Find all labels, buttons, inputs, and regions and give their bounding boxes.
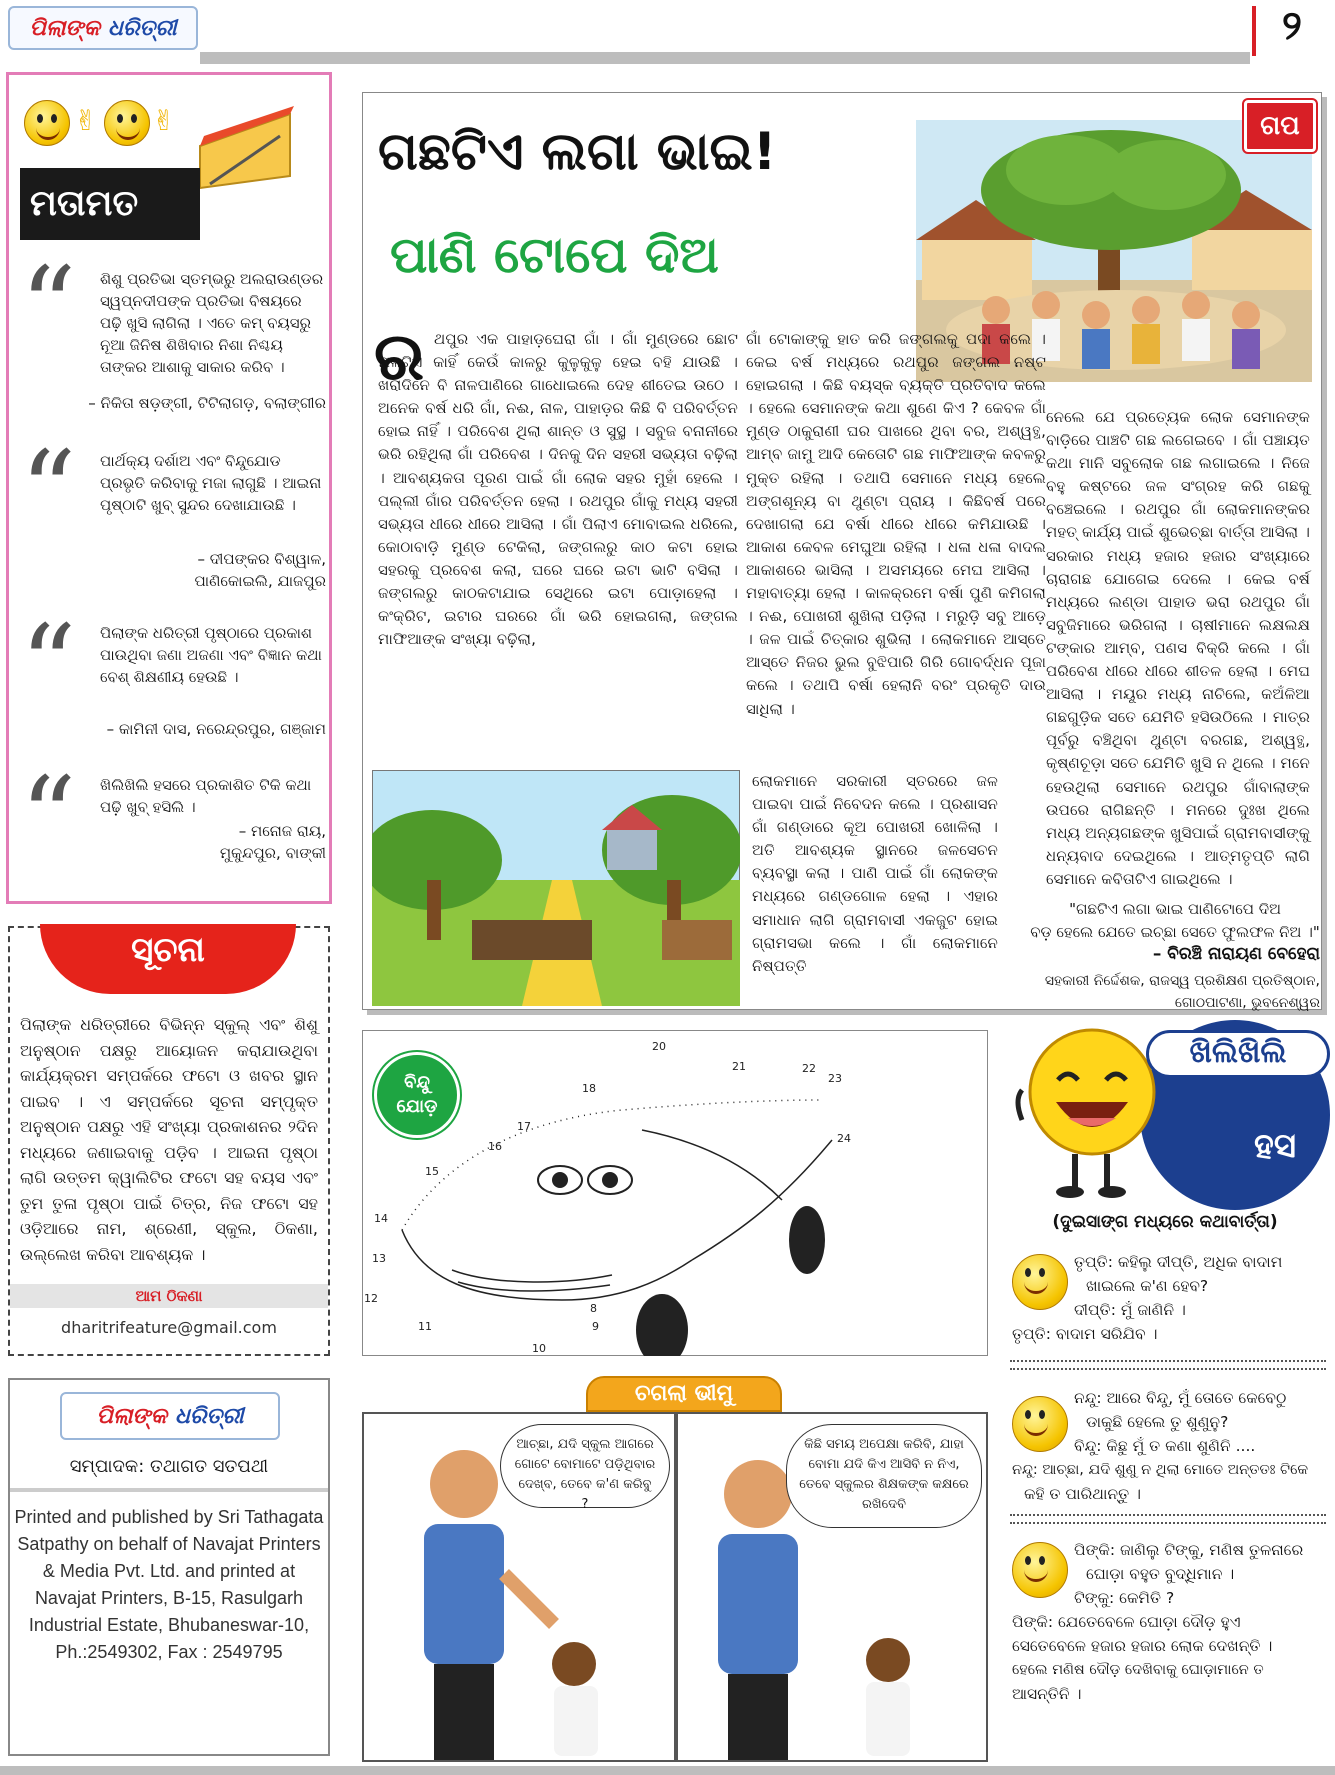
laugh-subtitle: (ଦୁଇସାଙ୍ଗ ମଧ୍ୟରେ କଥାବାର୍ତ୍ତା) [1052, 1212, 1278, 1232]
contact-email[interactable]: dharitrifeature@gmail.com [61, 1318, 277, 1337]
joke-line: ଡାକୁଛି ହେଲେ ତୁ ଶୁଣୁନୁ? [1086, 1413, 1229, 1431]
page-number: ୨ [1282, 2, 1302, 49]
opinion-text: ଶିଶୁ ପ୍ରତିଭା ସ୍ତମ୍ଭରୁ ଅଲରାଉଣ୍ଡର ସ୍ୱପ୍ନଦୀପଙ୍କ ପ୍ରତିଭା ବିଷୟରେ ପଢ଼ି ଖୁସି ଲାଗିଲା । ଏତେ କମ୍ ବୟସରୁ ନୂଆ ଜିନିଷ ଶିଖିବାର ନିଶା ନିଶ୍ଚୟ ତାଙ୍କର ଆଶାକୁ ସାକାର କରିବ । [100, 270, 324, 376]
imprint-logo [60, 1392, 280, 1440]
joke-line: ଘୋଡ଼ା ବହୁତ ବୁଦ୍ଧିମାନ । [1086, 1565, 1235, 1583]
story-column-2-continued: ଲୋକମାନେ ସରକାରୀ ସ୍ତରରେ ଜଳ ପାଇବା ପାଇଁ ନିବେଦନ କଲେ । ପ୍ରଶାସନ ଗାଁ ଗଣ୍ଡାରେ କୂଅ ପୋଖରୀ ଖୋଳିଲା । ଅତି ଆବଶ୍ୟକ ସ୍ଥାନରେ ଜଳସେଚନ ବ୍ୟବସ୍ଥା କଲା । ପାଣି ପାଇଁ ଗାଁ ଲୋକଙ୍କ ମଧ୍ୟରେ ଗଣ୍ଡଗୋଳ ହେଲା । ଏହାର ସମାଧାନ ଲାଗି ଗ୍ରାମବାସୀ ଏକଜୁଟ ହୋଇ ଗ୍ରାମସଭା କଲେ । ଗାଁ ଲୋକମାନେ ନିଷ୍ପତ୍ତି [752, 772, 998, 975]
winking-face-icon [1012, 1396, 1068, 1452]
joke-line: ନନ୍ଦୁ: ଆରେ ବିନ୍ଦୁ, ମୁଁ ତୋତେ କେବେଠୁ [1074, 1389, 1287, 1407]
joke-line: ହେଲେ ମଣିଷ ଦୌଡ଼ ଦେଖିବାକୁ ଘୋଡ଼ାମାନେ ତ [1012, 1662, 1264, 1678]
joke-line: ସେତେବେଳେ ହଜାର ହଜାର ଲୋକ ଦେଖନ୍ତି । [1012, 1637, 1273, 1655]
joke-item [1074, 1386, 1326, 1458]
story-column-2: ଗାଁ ଟୋକାଙ୍କୁ ହାତ କରି ଜଙ୍ଗଲକୁ ପଦା କଲେ । କେଇ ବର୍ଷ ମଧ୍ୟରେ ରଥପୁର ଜଙ୍ଗଲ ନଷ୍ଟ ହୋଇଗଲା । କିଛି ବୟସ୍କ ବ୍ୟକ୍ତି ପ୍ରତିବାଦ କଲେ । ହେଲେ ସେମାନଙ୍କ କଥା ଶୁଣେ କିଏ ? କେବଳ ଗାଁ ମୁଣ୍ଡ ଠାକୁରାଣୀ ଘର ପାଖରେ ଥିବା ବର, ଅଶ୍ୱତ୍ଥ, ଆମ୍ବ ଜାମୁ ଆଦି କେତୋଟି ଗଛ ମାଫିଆଙ୍କ କବଳରୁ ମୁକ୍ତ ରହିଲା । ତଥାପି ସେମାନେ ମଧ୍ୟ ହେଲେ ଅଙ୍ଗଶୂନ୍ୟ ବା ଥୁଣ୍ଟା ପ୍ରାୟ । କିଛିବର୍ଷ ପରେ ଦେଖାଗଲା ଯେ ବର୍ଷା ଧୀରେ ଧୀରେ କମିଯାଉଛି । ଆକାଶ କେବଳ ମେଘୁଆ ରହିଲା । ଧଳା ଧଳା ବାଦଲ ଆକାଶରେ ଭାସିଲା । ଅସମୟରେ ମେଘ ଆସିଲା । ମହାବାତ୍ୟା ହେଲା । କାଳକ୍ରମେ ବର୍ଷା ପୁଣି କମିଗଲା । ନଈ, ପୋଖରୀ ଶୁଖିଲା ପଡ଼ିଲା । ମରୁଡ଼ି ସବୁ ଆଡ଼େ । ଜଳ ପାଇଁ ଚିତ୍କାର ଶୁଭିଲା । ଲୋକମାନେ ଆସ୍ତେ ଆସ୍ତେ ନିଜର ଭୁଲ ବୁଝିପାରି ଗିରି ଗୋବର୍ଦ୍ଧନ ପୂଜା କଲେ । ତଥାପି ବର୍ଷା ହେଲାନି ବରଂ ପ୍ରକୃତି ଦାଉ ସାଧିଲା । [746, 330, 1046, 718]
victory-hand-icon: ✌ [74, 104, 98, 137]
notice-title: ସୂଚନା [131, 930, 205, 970]
story-column-3: ନେଲେ ଯେ ପ୍ରତ୍ୟେକ ଲୋକ ସେମାନଙ୍କ ବାଡ଼ିରେ ପାଞ୍ଚଟି ଗଛ ଲଗେଇବେ । ଗାଁ ପଞ୍ଚାୟତ କଥା ମାନି ସବୁଲୋକ ଗଛ ଲଗାଇଲେ । ନିଜେ ବହୁ କଷ୍ଟରେ ଜଳ ସଂଗ୍ରହ କରି ଗଛକୁ ବଞ୍ଚେଇଲେ । ରଥପୁର ଗାଁ ଲୋକମାନଙ୍କର ମହତ୍ କାର୍ଯ୍ୟ ପାଇଁ ଶୁଭେଚ୍ଛା ବାର୍ତ୍ତା ଆସିଲା । ସରକାର ମଧ୍ୟ ହଜାର ହଜାର ସଂଖ୍ୟାରେ ଚାରାଗଛ ଯୋଗେଇ ଦେଲେ । କେଇ ବର୍ଷ ମଧ୍ୟରେ ଲଣ୍ଡା ପାହାଡ ଭରା ରଥପୁର ଗାଁ ସବୁଜିମାରେ ଭରିଗଲା । ଚାଷୀମାନେ ଲକ୍ଷଲକ୍ଷ ଟଙ୍କାର ଆମ୍ବ, ପଣସ ବିକ୍ରି କଲେ । ଗାଁ ପରିବେଶ ଧୀରେ ଧୀରେ ଶୀତଳ ହେଲା । ମେଘ ଆସିଲା । ମୟୂର ମଧ୍ୟ ନାଚିଲେ, କଅଁଳିଆ ଗଛଗୁଡ଼ିକ ସତେ ଯେମିତି ହସିଉଠିଲେ । ମାତ୍ର ପୂର୍ବରୁ ବଞ୍ଚିଥିବା ଥୁଣ୍ଟା ବରଗଛ, ଅଶ୍ୱତ୍ଥ, କୃଷ୍ଣଚୂଡ଼ା ସତେ ଯେମିତି ଖୁସି ନ ଥିଲେ । ମନେ ହେଉଥିଲା ସେମାନେ ରଥପୁର ଗାଁବାଲାଙ୍କ ଉପରେ ରାଗିଛନ୍ତି । ମନରେ ଦୁଃଖ ଥିଲେ ମଧ୍ୟ ଅନ୍ୟଗଛଙ୍କ ଖୁସିପାଇଁ ଗ୍ରାମବାସୀଙ୍କୁ ଧନ୍ୟବାଦ ଦେଇଥିଲେ । ଆତ୍ମତୃପ୍ତି ଲାଗି ସେମାନେ କବିତାଟିଏ ଗାଇଥିଲେ । [1046, 408, 1310, 888]
dot-label: 24 [837, 1132, 851, 1145]
dot-label: 13 [372, 1252, 386, 1265]
divider [10, 1488, 328, 1492]
story-poem [1030, 898, 1320, 944]
editor-line: ସମ୍ପାଦକ: ତଥାଗତ ସତପଥୀ [69, 1456, 269, 1477]
logo-part-1: ପିଲାଙ୍କ [96, 1403, 167, 1429]
dot-label: 17 [517, 1120, 531, 1133]
address-label: ଆମ ଠିକଣା [10, 1284, 328, 1308]
dot-label: 21 [732, 1060, 746, 1073]
story-column-1: ଥପୁର ଏକ ପାହାଡ଼ଘେରା ଗାଁ । ଗାଁ ମୁଣ୍ଡରେ ଛୋଟ ନାଳଟିଏ କାହିଁ କେଉଁ କାଳରୁ କୁଳୁକୁଳୁ ହେଇ ବହି ଯାଉଛି । ଖରାଦିନେ ବି ନାଳପାଣିରେ ଗାଧୋଇଲେ ଦେହ ଶୀତେଇ ଉଠେ । ଅନେକ ବର୍ଷ ଧରି ଗାଁ, ନଈ, ନାଳ, ପାହାଡ଼ର କିଛି ବି ପରିବର୍ତ୍ତନ ହୋଇ ନାହିଁ । ପରିବେଶ ଥିଲା ଶାନ୍ତ ଓ ସୁସ୍ଥ । ସବୁଜ ବନାନୀରେ ଭରି ରହିଥିଲା ଗାଁ ପରିବେଶ । ଦିନକୁ ଦିନ ସହରୀ ସଭ୍ୟତା ବଢ଼ିଲା । ଆବଶ୍ୟକତା ପୂରଣ ପାଇଁ ଗାଁ ଲୋକ ସହର ମୁହାଁ ହେଲେ । ପଲ୍ଲୀ ଗାଁର ପରିବର୍ତ୍ତନ ହେଲା । ରଥପୁର ଗାଁକୁ ମଧ୍ୟ ସହରୀ ସଭ୍ୟତା ଧୀରେ ଧୀରେ ଆସିଲା । ଗାଁ ପିଲାଏ ମୋବାଇଲ ଧରିଲେ, କୋଠାବାଡ଼ି ମୁଣ୍ଡ ଟେକିଲା, ଜଙ୍ଗଲରୁ କାଠ କଟା ହୋଇ ସହରକୁ ପ୍ରବେଶ କଲା, ଘରେ ଘରେ ଇଟା ଭାଟି ବସିଲା । ଜଙ୍ଗଲରୁ କାଠକଟାଯାଇ ସେଥିରେ ଇଟା ପୋଡ଼ାହେଲା । କଂକ୍ରିଟ, ଇଟାର ଘରରେ ଗାଁ ଭରି ହୋଇଗଲା, ଜଙ୍ଗଲ ମାଫିଆଙ୍କ ସଂଖ୍ୟା ବଢ଼ିଲା, [378, 330, 738, 649]
dot-label: 15 [425, 1165, 439, 1178]
quote-mark-icon: “ [20, 427, 77, 555]
joke-item [1012, 1458, 1326, 1506]
joke-item [1074, 1538, 1326, 1610]
story-author-role: ସହକାରୀ ନିର୍ଦ୍ଦେଶକ, ରାଜସ୍ୱ ପ୍ରଶିକ୍ଷଣ ପ୍ରତିଷ୍ଠାନ, ଗୋଠପାଟଣା, ଭୁବନେଶ୍ୱର [1044, 973, 1320, 1011]
joke-line: ଟିଙ୍କୁ: କେମିତି ? [1074, 1589, 1175, 1607]
drop-cap: ର [374, 318, 425, 395]
winking-face-icon [1012, 1542, 1068, 1598]
opinion-author: – ଦୀପଙ୍କର ବିଶ୍ୱାଳ, ପାଣିକୋଇଲି, ଯାଜପୁର [194, 550, 326, 590]
joke-line: ପିଙ୍କି: ଯେତେବେଳେ ଘୋଡ଼ା ଦୌଡ଼ ହୁଏ [1012, 1613, 1241, 1631]
dot-label: 12 [364, 1292, 378, 1305]
masthead [0, 0, 1335, 60]
badge-line: ବିନ୍ଦୁ [404, 1072, 430, 1093]
dot-label: 23 [828, 1072, 842, 1085]
joke-item [1012, 1322, 1326, 1346]
logo-part-2: ଧରିତ୍ରୀ [107, 15, 177, 41]
notice-body: ପିଲାଙ୍କ ଧରିତ୍ରୀରେ ବିଭିନ୍ନ ସ୍କୁଲ୍ ଏବଂ ଶିଶୁ ଅନୁଷ୍ଠାନ ପକ୍ଷରୁ ଆୟୋଜନ କରାଯାଉଥିବା କାର୍ଯ୍ୟକ୍ରମ ସମ୍ପର୍କରେ ଫଟୋ ଓ ଖବର ସ୍ଥାନ ପାଇବ । ଏ ସମ୍ପର୍କରେ ସୂଚନା ସମ୍ପୃକ୍ତ ଅନୁଷ୍ଠାନ ପକ୍ଷରୁ ଏହି ସଂଖ୍ୟା ପ୍ରକାଶନର ୨ଦିନ ମଧ୍ୟରେ ଜଣାଇବାକୁ ପଡ଼ିବ । ଆଇନା ପୃଷ୍ଠା ଲାଗି ଉତ୍ତମ କ୍ୱାଲିଟିର ଫଟୋ ସହ ବୟସ ଏବଂ ତୁମ ତୁଳା ପୃଷ୍ଠା ପାଇଁ ଚିତ୍ର, ନିଜ ଫଟୋ ସହ ଓଡ଼ିଆରେ ନାମ, ଶ୍ରେଣୀ, ସ୍କୁଲ, ଠିକଣା, ଉଲ୍ଲେଖ କରିବା ଆବଶ୍ୟକ । [20, 1015, 318, 1264]
laugh-title: ଖିଲିଖିଲି [1146, 1030, 1330, 1078]
dot-label: 10 [532, 1342, 546, 1355]
cheese-pen-icon [190, 96, 300, 196]
joke-line: ତୃପ୍ତି: କହିଲୁ ଦୀପ୍ତି, ଅଧିକ ବାଦାମ [1074, 1253, 1283, 1271]
opinion-author: – କାମିନୀ ଦାସ, ନରେନ୍ଦ୍ରପୁର, ଗଞ୍ଜାମ [106, 720, 326, 738]
dot-label: 11 [418, 1320, 432, 1333]
opinion-text: ପିଲାଙ୍କ ଧରିତ୍ରୀ ପୃଷ୍ଠାରେ ପ୍ରକାଶ ପାଉଥିବା ଜଣା ଅଜଣା ଏବଂ ବିଜ୍ଞାନ କଥା ବେଶ୍ ଶିକ୍ଷଣୀୟ ହେଉଛି । [100, 624, 322, 686]
joke-item [1074, 1250, 1326, 1322]
quote-mark-icon: “ [20, 601, 77, 729]
speech-bubble: କିଛି ସମୟ ଅପେକ୍ଷା କରିବି, ଯାହା ବୋମା ଯଦି କିଏ ଆସିବି ନ ନିଏ, ତେବେ ସ୍କୁଲର ଶିକ୍ଷକଙ୍କ କକ୍ଷରେ ରଖିଦେବି [786, 1424, 982, 1528]
winking-face-icon [1012, 1254, 1068, 1310]
dot-label: 18 [582, 1082, 596, 1095]
imprint-text: Printed and published by Sri Tathagata Satpathy on behalf of Navajat Printers & Media Pvt. Ltd. and printed at Navajat Printers, B-15, Rasulgarh Industrial Estate, Bhubaneswar-10, Ph.:2549302, Fax : 2549795 [14, 1507, 324, 1662]
dot-label: 8 [590, 1302, 597, 1315]
speech-bubble: ଆଚ୍ଛା, ଯଦି ସ୍କୁଲ ଆଗରେ ଗୋଟେ ବୋମାଟେ ପଡ଼ିଥିବାର ଦେଖ୍ବ, ତେବେ କ'ଣ କରିବୁ ? [500, 1424, 670, 1508]
dot-label: 16 [488, 1140, 502, 1153]
dot-label: 9 [592, 1320, 599, 1333]
joke-divider [1010, 1514, 1326, 1524]
poem-line: ବଡ଼ ହେଲେ ଯେତେ ଇଚ୍ଛା ସେତେ ଫୁଲଫଳ ନିଅ ।" [1030, 923, 1320, 941]
smiley-icon [24, 100, 70, 146]
header-rule [200, 52, 1250, 64]
joke-line: ପିଙ୍କି: ଜାଣିଲୁ ଟିଙ୍କୁ, ମଣିଷ ତୁଳନାରେ [1074, 1541, 1304, 1559]
page-number-divider [1252, 6, 1256, 56]
logo-part-1: ପିଲାଙ୍କ [29, 15, 100, 41]
story-tag: ଗପ [1244, 100, 1316, 152]
joke-item [1012, 1610, 1326, 1706]
joke-divider [1010, 1360, 1326, 1370]
story-title-line-1: ଗଛଟିଏ ଲଗା ଭାଇ! [378, 122, 777, 182]
joke-line: ଖାଇଲେ କ'ଣ ହେବ? [1086, 1277, 1209, 1295]
story-author: – ବିରଞ୍ଚି ନାରାୟଣ ବେହେରା [1152, 944, 1320, 964]
joke-line: ବିନ୍ଦୁ: କିଛୁ ମୁଁ ତ କଣା ଶୁଣିନି .... [1074, 1437, 1256, 1455]
joke-line: କହି ତ ପାରିଥାନ୍ତୁ । [1024, 1485, 1142, 1503]
dot-label: 20 [652, 1040, 666, 1053]
joke-line: ନନ୍ଦୁ: ଆଚ୍ଛା, ଯଦି ଶୁଣୁ ନ ଥିଲା ମୋତେ ଅନ୍ତତଃ ଟିକେ [1012, 1462, 1309, 1478]
footer-rule [0, 1766, 1335, 1775]
quote-mark-icon: “ [20, 243, 77, 371]
joke-line: ଦୀପ୍ତି: ମୁଁ ଜାଣିନି । [1074, 1301, 1186, 1319]
logo-part-2: ଧରିତ୍ରୀ [174, 1403, 244, 1429]
opinion-title: ମତାମତ [20, 168, 200, 240]
opinion-author: – ନିକିତା ଷଡ଼ଙ୍ଗୀ, ଟିଟିଲାଗଡ଼, ବଲାଙ୍ଗୀର [88, 394, 326, 412]
joke-line: ତୃପ୍ତି: ବାଦାମ ସରିଯିବ । [1012, 1325, 1158, 1343]
joke-line: ଆସନ୍ତିନି । [1012, 1685, 1082, 1703]
opinion-text: ଖିଲିଖିଲି ହସରେ ପ୍ରକାଶିତ ଟିକି କଥା ପଢ଼ି ଖୁବ୍ ହସିଲି । [100, 776, 312, 816]
dot-label: 14 [374, 1212, 388, 1225]
opinion-text: ପାର୍ଥକ୍ୟ ଦର୍ଶାଅ ଏବଂ ବିନ୍ଦୁଯୋଡ ପ୍ରଭୃତି କରିବାକୁ ମଜା ଲାଗୁଛି । ଆଇନା ପୃଷ୍ଠାଟି ଖୁବ୍ ସୁନ୍ଦର ଦେଖାଯାଉଛି । [100, 452, 322, 514]
masthead-logo [8, 6, 198, 50]
smiley-icon [104, 100, 150, 146]
badge-line: ଯୋଡ଼ [396, 1096, 438, 1117]
comic-title: ଚଗଲା ଭୀମୁ [586, 1376, 782, 1412]
story-title-line-2: ପାଣି ଟୋପେ ଦିଅ [390, 226, 719, 284]
poem-line: "ଗଛଟିଏ ଲଗା ଭାଇ ପାଣିଟୋପେ ଦିଅ [1069, 900, 1281, 918]
laugh-title-sub: ହସ [1254, 1126, 1296, 1166]
quote-mark-icon: “ [20, 753, 77, 881]
victory-hand-icon: ✌ [152, 104, 176, 137]
village-garden-illustration [372, 770, 740, 1006]
opinion-author: – ମନୋଜ ରାୟ, ମୁକୁନ୍ଦପୁର, ବାଙ୍କୀ [219, 822, 326, 862]
dot-puzzle-badge [374, 1052, 460, 1138]
dot-label: 22 [802, 1062, 816, 1075]
